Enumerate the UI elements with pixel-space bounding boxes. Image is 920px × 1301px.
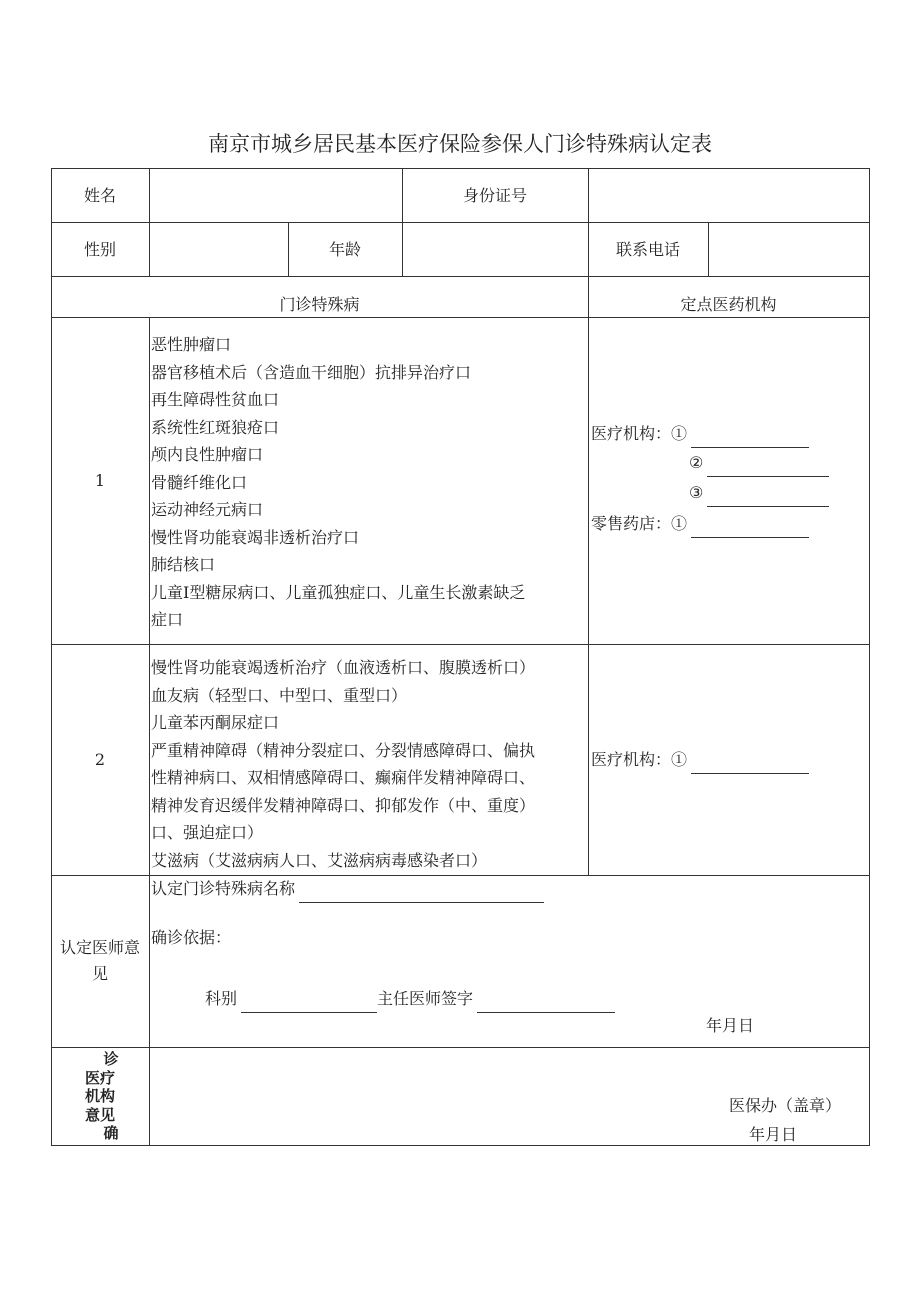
list-item: 儿童I型糖尿病口、儿童孤独症口、儿童生长激素缺乏	[151, 582, 526, 602]
doctor-opinion-label: 认定医师意 见	[59, 938, 140, 983]
page-title: 南京市城乡居民基本医疗保险参保人门诊特殊病认定表	[208, 132, 712, 156]
group-number: 2	[94, 750, 106, 769]
table-border-top	[51, 168, 870, 169]
medical-institution-label: 医疗机构：	[591, 750, 672, 769]
disease-header: 门诊特殊病	[279, 295, 360, 314]
pharmacy-label: 零售药店：	[591, 514, 672, 533]
medical-institution-label: 医疗机构：	[591, 424, 672, 443]
table-border-bottom	[51, 1145, 870, 1146]
medical-institution-blank[interactable]	[707, 488, 829, 507]
list-item: 颅内良性肿瘤口	[151, 445, 264, 464]
list-item: 慢性肾功能衰竭非透析治疗口	[151, 527, 360, 547]
institution-date: 年月日	[749, 1125, 798, 1144]
list-item: 血友病（轻型口、中型口、重型口）	[151, 685, 408, 705]
row-divider	[51, 276, 870, 277]
department-entry	[205, 985, 615, 1013]
list-item: 慢性肾功能衰竭透析治疗（血液透析口、腹膜透析口）	[151, 658, 536, 677]
medical-institution-entry-1: 医疗机构：①	[591, 420, 809, 448]
list-item: 器官移植术后（含造血干细胞）抗排异治疗口	[151, 362, 472, 382]
list-item: 症口	[151, 610, 184, 629]
medical-institution-blank[interactable]	[707, 458, 829, 477]
department-blank[interactable]	[241, 994, 377, 1013]
list-item: 再生障碍性贫血口	[151, 390, 280, 409]
pharmacy-blank[interactable]	[691, 519, 809, 538]
medical-institution-entry-3: ③	[689, 479, 829, 507]
name-label: 姓名	[83, 186, 116, 205]
list-item: 恶性肿瘤口	[151, 335, 232, 354]
stamp-label: 医保办（盖章）	[729, 1096, 842, 1115]
list-item: 性精神病口、双相情感障碍口、癫痫伴发精神障碍口、	[151, 768, 536, 787]
medical-institution-blank[interactable]	[691, 755, 809, 774]
disease-list-2	[151, 654, 535, 874]
signature-blank[interactable]	[477, 994, 615, 1013]
institution-opinion-label: 诊 医疗 机构 意见 确	[84, 1050, 119, 1142]
list-item: 骨髓纤维化口	[151, 472, 248, 492]
col-divider	[149, 317, 150, 1146]
row-divider	[51, 222, 870, 223]
row-divider	[51, 1047, 870, 1048]
col-divider	[588, 168, 589, 876]
medical-institution-entry-2: ②	[689, 449, 829, 477]
diagnosis-basis-label: 确诊依据：	[151, 928, 232, 947]
disease-name-label: 认定门诊特殊病名称	[151, 879, 296, 898]
list-item: 精神发育迟缓伴发精神障碍口、抑郁发作（中、重度）	[151, 795, 536, 815]
disease-name-blank[interactable]	[299, 884, 544, 903]
list-item: 运动神经元病口	[151, 500, 264, 519]
disease-list-1	[151, 331, 525, 634]
col-divider	[149, 168, 150, 277]
institution-header: 定点医药机构	[680, 295, 777, 314]
medical-institution-entry-g2: 医疗机构：①	[591, 746, 809, 774]
group-number: 1	[94, 471, 106, 490]
doctor-date: 年月日	[706, 1016, 755, 1035]
signature-label: 主任医师签字	[377, 989, 474, 1008]
medical-institution-blank[interactable]	[691, 429, 809, 448]
list-item: 儿童苯丙酮尿症口	[151, 713, 280, 732]
age-label: 年龄	[328, 240, 361, 259]
list-item: 严重精神障碍（精神分裂症口、分裂情感障碍口、偏执	[151, 740, 536, 760]
department-label: 科别	[205, 989, 238, 1008]
id-number-label: 身份证号	[462, 186, 527, 205]
row-divider	[51, 644, 870, 645]
phone-label: 联系电话	[615, 240, 680, 259]
pharmacy-entry: 零售药店：①	[591, 510, 809, 538]
col-divider	[708, 222, 709, 277]
disease-name-entry	[151, 875, 544, 903]
list-item: 口、强迫症口）	[151, 823, 264, 842]
list-item: 肺结核口	[151, 555, 216, 574]
gender-label: 性别	[83, 240, 116, 259]
list-item: 系统性红斑狼疮口	[151, 417, 280, 437]
table-border-right	[869, 168, 870, 1146]
list-item: 艾滋病（艾滋病病人口、艾滋病病毒感染者口）	[151, 850, 488, 870]
